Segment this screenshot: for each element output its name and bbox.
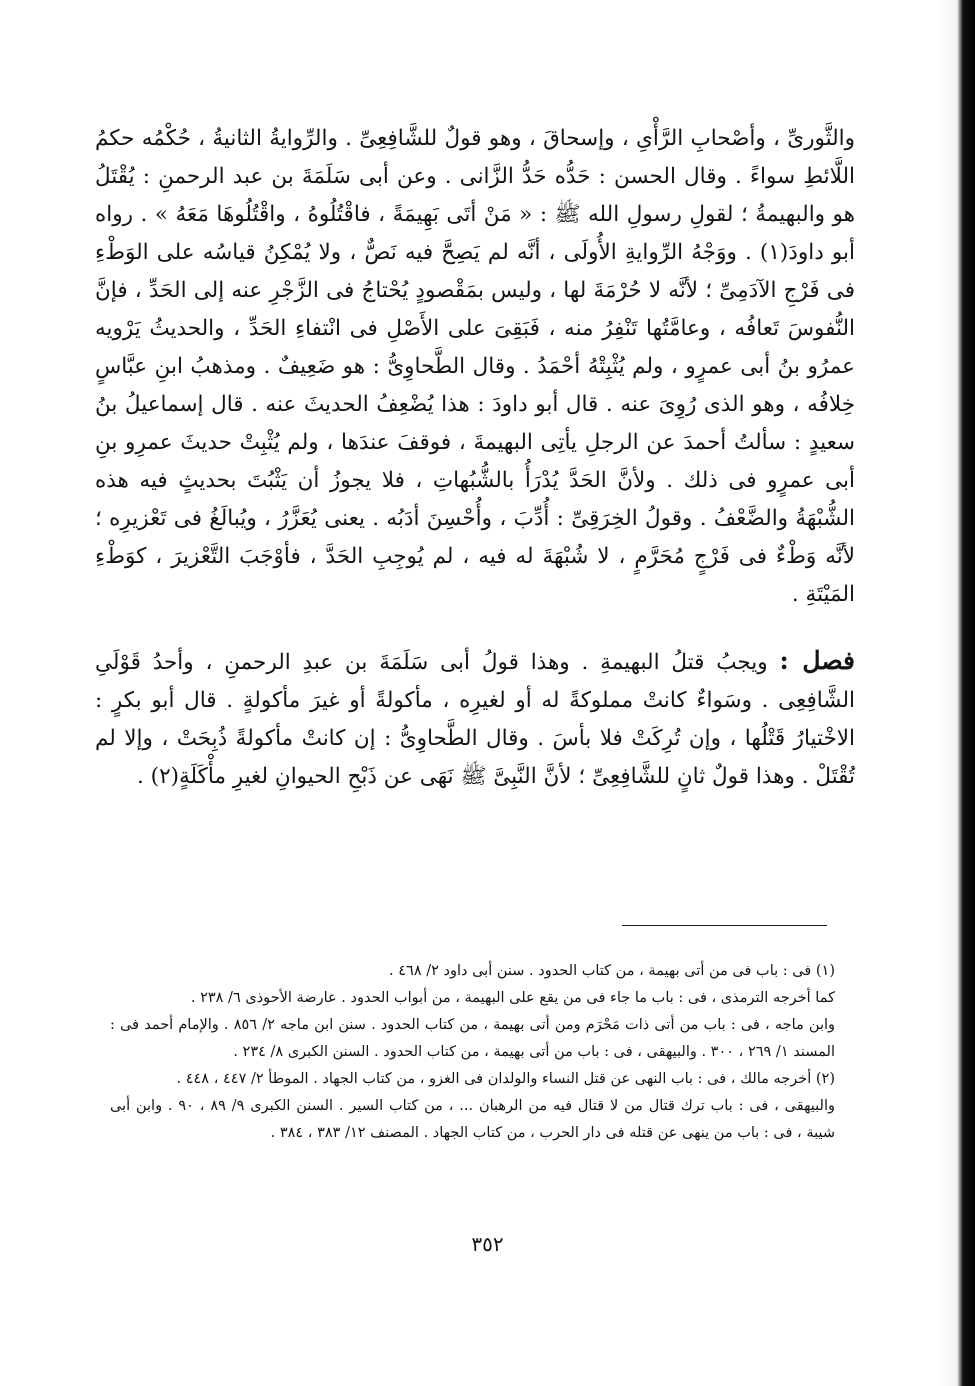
footnote-1-continued: كما أخرجه الترمذى ، فى : باب ما جاء فى من يقع على البهيمة ، من أبواب الحدود . عارضة الأحوذى ٦/ ٢٣٨ . [190,990,835,1006]
footnote-2-continued: والبيهقى ، فى : باب ترك قتال من لا قتال فيه من الرهبان ... ، من كتاب السير . السنن الكبرى ٩/ ٨٩ ، ٩٠ . وابن أبى شيبة ، فى : باب من ينهى عن قتله فى دار الحرب ، من كتاب الجهاد . المصنف ١٢/ ٣٨٣ ، ٣٨٤ . [110,1098,835,1141]
scan-page-edge [937,0,975,1386]
footnote-divider [622,925,827,926]
footnotes [110,958,835,1147]
fasl-heading: فصل : [779,646,855,675]
paragraph-2-text: ويجبُ قتلُ البهيمةِ . وهذا قولُ أبى سَلَمَةَ بن عبدِ الرحمنِ ، وأحدُ قَوْلَىِ الشَّافِعِى . وسَواءٌ كانتْ مملوكةً له أو لغيرِه ، مأكولةً أو غيرَ مأكولةٍ . قال أبو بكرٍ : الاخْتيارُ قَتْلُها ، وإن تُرِكَتْ فلا بأسَ . وقال الطَّحاوِىُّ : إن كانتْ مأكولةً ذُبِحَتْ ، وإلا لم تُقْتَلْ . وهذا قولٌ ثانٍ للشَّافِعِىِّ ؛ لأنَّ النَّبِىَّ ﷺ نَهَى عن ذَبْحِ الحيوانِ لغيرِ مأْكَلَةٍ(٢) . [95,650,855,789]
paragraph-2 [95,642,855,796]
footnote-1-continued: وابن ماجه ، فى : باب من أتى ذات مَحْرَم ومن أتى بهيمة ، من كتاب الحدود . سنن ابن ماجه ٢/ ٨٥٦ . والإمام أحمد فى : المسند ١/ ٢٦٩ ، ٣٠٠ . والبيهقى ، فى : باب من أتى بهيمة ، من كتاب الحدود . السنن الكبرى ٨/ ٢٣٤ . [110,1017,836,1060]
footnote-2: (٢) أخرجه مالك ، فى : باب النهى عن قتل النساء والولدان فى الغزو ، من كتاب الجهاد . الموطأ ٢/ ٤٤٧ ، ٤٤٨ . [176,1071,835,1087]
page-number: ٣٥٢ [471,1232,504,1256]
footnote-1: (١) فى : باب فى من أتى بهيمة ، من كتاب الحدود . سنن أبى داود ٢/ ٤٦٨ . [389,963,835,979]
paragraph-1: والثَّورىِّ ، وأصْحابِ الرَّأْىِ ، وإسحاقَ ، وهو قولٌ للشَّافِعِىِّ . والرِّوايةُ الثانيةُ ، حُكْمُه حكمُ اللَّائطِ سواءً . وقال الحسن : حَدُّه حَدُّ الزَّانى . وعن أبى سَلَمَةَ بن عبد الرحمنِ : يُقْتَلُ هو والبهيمةُ ؛ لقولِ رسولِ الله ﷺ : « مَنْ أتَى بَهِيمَةً ، فاقْتُلُوهُ ، واقْتُلُوهَا مَعَهُ » . رواه أبو داودَ(١) . ووَجْهُ الرِّوايةِ الأُولَى ، أنَّه لم يَصِحَّ فيه نَصٌّ ، ولا يُمْكِنُ قياسُه على الوَطْءِ فى فَرْجِ الآدَمِىِّ ؛ لأنَّه لا حُرْمَةَ لها ، وليس بمَقْصودٍ يُحْتاجُ فى الزَّجْرِ عنه إلى الحَدِّ ، فإنَّ النُّفوسَ تَعافُه ، وعامَّتُها تَنْفِرُ منه ، فَبَقِىَ على الأَصْلِ فى انْتفاءِ الحَدِّ ، والحديثُ يَرْويه عمرُو بنُ أبى عمرٍو ، ولم يُثْبِتْهُ أحْمَدُ . وقال الطَّحاوِىُّ : هو ضَعِيفٌ . ومذهبُ ابنِ عبَّاسٍ خِلافُه ، وهو الذى رُوِىَ عنه . قال أبو داودَ : هذا يُضْعِفُ الحديثَ عنه . قال إسماعيلُ بنُ سعيدٍ : سألتُ أحمدَ عن الرجلِ يأتِى البهيمةَ ، فوقفَ عندَها ، ولم يُثْبِتْ حديثَ عمرِو بنِ أبى عمرٍو فى ذلك . ولأنَّ الحَدَّ يُدْرَأُ بالشُّبُهاتِ ، فلا يجوزُ أن يَثْبُتَ بحديثٍ فيه هذه الشُّبْهَةُ والضَّعْفُ . وقولُ الخِرَقِىِّ : أُدِّبَ ، وأُحْسِنَ أدَبُه . يعنى يُعَزَّرُ ، ويُبالَغُ فى تَعْزيرِه ؛ لأنَّه وَطْءٌ فى فَرْجٍ مُحَرَّمٍ ، لا شُبْهَةَ له فيه ، لم يُوجِبِ الحَدَّ ، فأوْجَبَ التَّعْزيرَ ، كوَطْءِ المَيْتَةِ . [95,126,855,607]
main-text [95,120,855,796]
